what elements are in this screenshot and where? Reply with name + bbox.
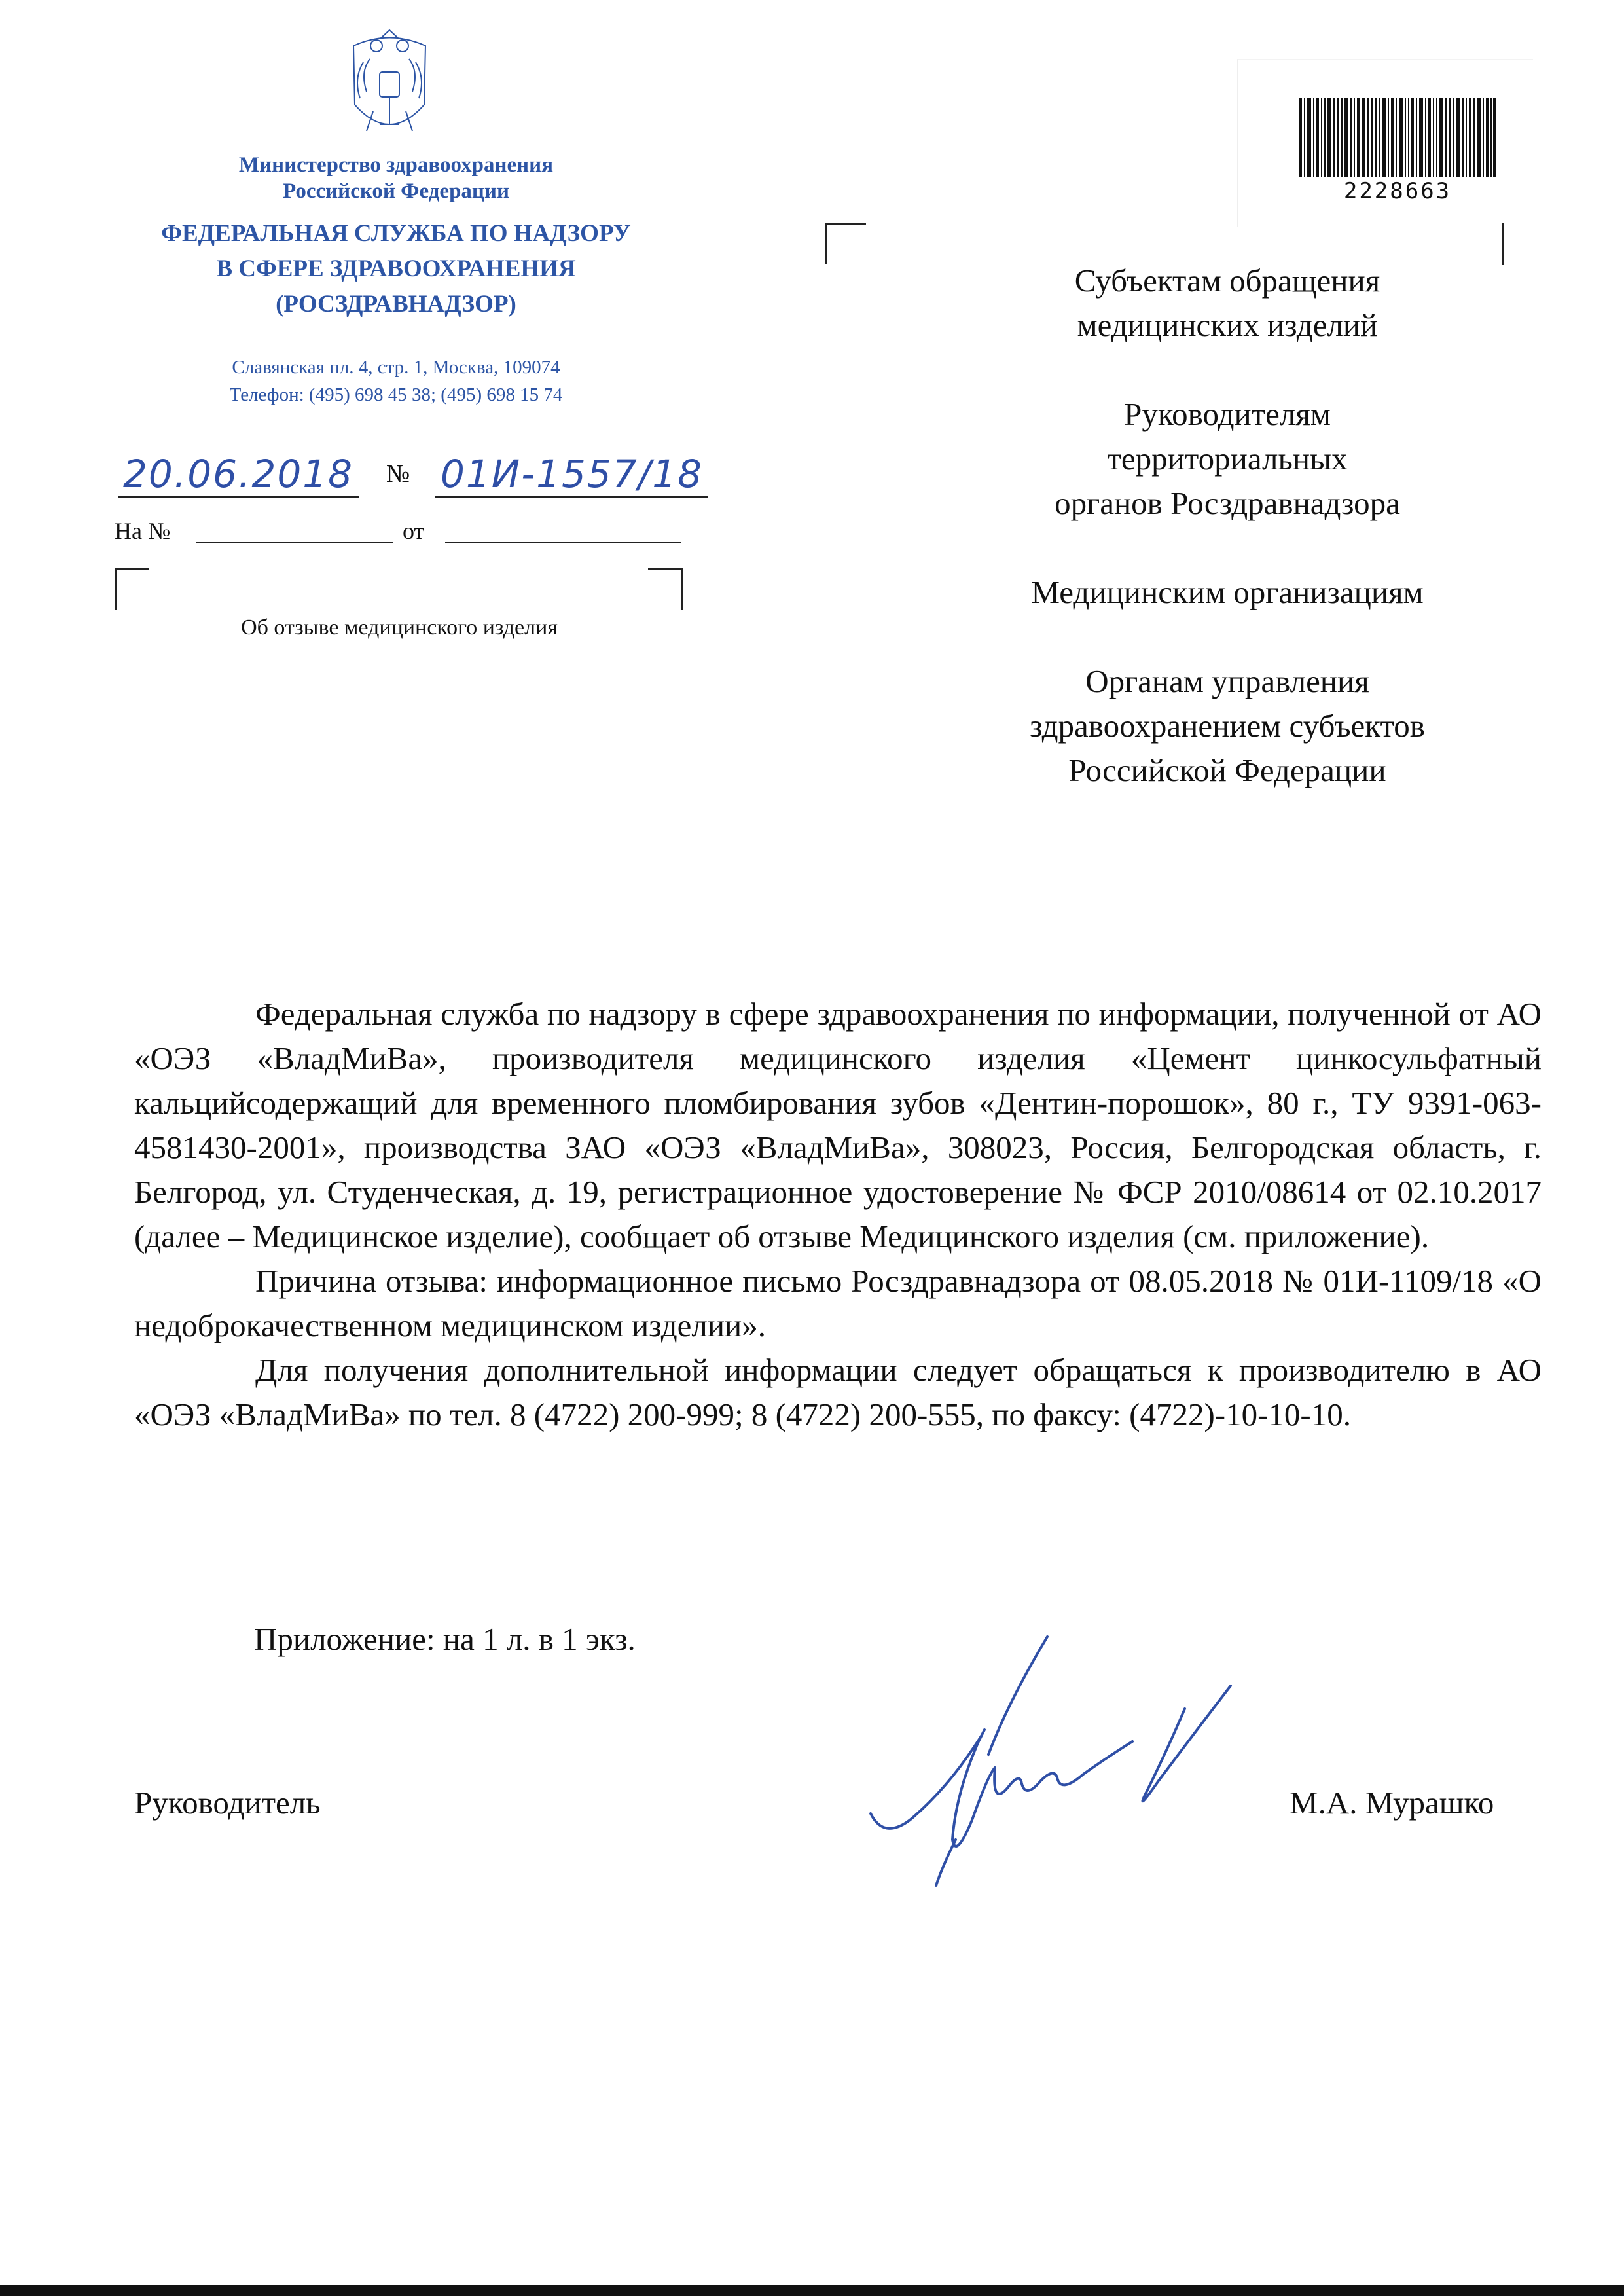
recipient-group (916, 570, 1538, 615)
ministry-line-2: Российской Федерации (283, 179, 509, 203)
recipient-line: Российской Федерации (1068, 752, 1386, 788)
body-paragraph-2: Причина отзыва: информационное письмо Росздравнадзора от 08.05.2018 № 01И-1109/18 «О недоброкачественном медицинском изделии». (134, 1263, 1542, 1343)
body-paragraph-1: Федеральная служба по надзору в сфере здравоохранения по информации, полученной от АО «ОЭЗ «ВладМиВа», производителя медицинского изделия «Цемент цинкосульфатный кальцийсодержащий для временного пломбирования зубов «Дентин-порошок», 80 г., ТУ 9391-063-4581430-2001», производства ЗАО «ОЭЗ «ВладМиВа», 308023, Россия, Белгородская область, г. Белгород, ул. Студенческая, д. 19, регистрационное удостоверение № ФСР 2010/08614 от 02.10.2017 (далее – Медицинское изделие), сообщает об отзыве Медицинского изделия (см. приложение). (134, 996, 1542, 1254)
recipient-line: Руководителям (1124, 396, 1331, 432)
handwritten-signature (857, 1624, 1303, 1918)
reference-number-label: На № (115, 518, 171, 544)
signer-name: М.А. Мурашко (1290, 1785, 1494, 1821)
service-line-1: ФЕДЕРАЛЬНАЯ СЛУЖБА ПО НАДЗОРУ (161, 220, 631, 247)
reference-number-blank (196, 542, 393, 543)
recipient-group (916, 392, 1538, 526)
recipient-line: медицинских изделий (1077, 307, 1378, 343)
address-line: Славянская пл. 4, стр. 1, Москва, 109074 (232, 357, 560, 378)
recipient-line: органов Росздравнадзора (1055, 485, 1400, 521)
letter-body (134, 992, 1542, 1437)
number-sign: № (386, 460, 410, 488)
attachment-note: Приложение: на 1 л. в 1 экз. (254, 1621, 636, 1657)
registration-line (115, 452, 789, 524)
ministry-line-1: Министерство здравоохранения (238, 153, 554, 177)
reference-date-blank (445, 542, 681, 543)
recipient-line: здравоохранением субъектов (1030, 708, 1425, 744)
service-line-3: (РОСЗДРАВНАДЗОР) (276, 291, 516, 318)
service-name (85, 216, 707, 322)
bracket-left (115, 568, 149, 610)
recipient-line: территориальных (1107, 441, 1348, 477)
letter-subject: Об отзыве медицинского изделия (241, 615, 558, 640)
registration-number: 01И-1557/18 (435, 452, 708, 498)
recipient-line: Органам управления (1085, 663, 1369, 699)
coat-of-arms-emblem (340, 26, 439, 147)
reference-from-label: от (403, 518, 425, 544)
service-address (111, 354, 681, 409)
scan-edge (0, 2285, 1624, 2296)
reference-line (115, 517, 691, 550)
registration-date: 20.06.2018 (118, 452, 359, 498)
service-line-2: В СФЕРЕ ЗДРАВООХРАНЕНИЯ (216, 255, 576, 282)
signer-title: Руководитель (134, 1785, 321, 1821)
recipient-bracket-left (825, 223, 866, 264)
body-paragraph-3: Для получения дополнительной информации следует обращаться к производителю в АО «ОЭЗ «ВладМиВа» по тел. 8 (4722) 200-999; 8 (4722) 200-555, по факсу: (4722)-10-10-10. (134, 1352, 1542, 1432)
barcode (1299, 98, 1496, 177)
recipients-block (916, 259, 1538, 837)
recipient-line: Субъектам обращения (1074, 263, 1380, 299)
recipient-group (916, 259, 1538, 348)
bracket-right (648, 568, 683, 610)
phone-line: Телефон: (495) 698 45 38; (495) 698 15 74 (229, 384, 563, 405)
barcode-number: 2228663 (1343, 178, 1452, 204)
recipient-group (916, 659, 1538, 793)
ministry-name (118, 152, 674, 204)
recipient-line: Медицинским организациям (1031, 574, 1424, 610)
